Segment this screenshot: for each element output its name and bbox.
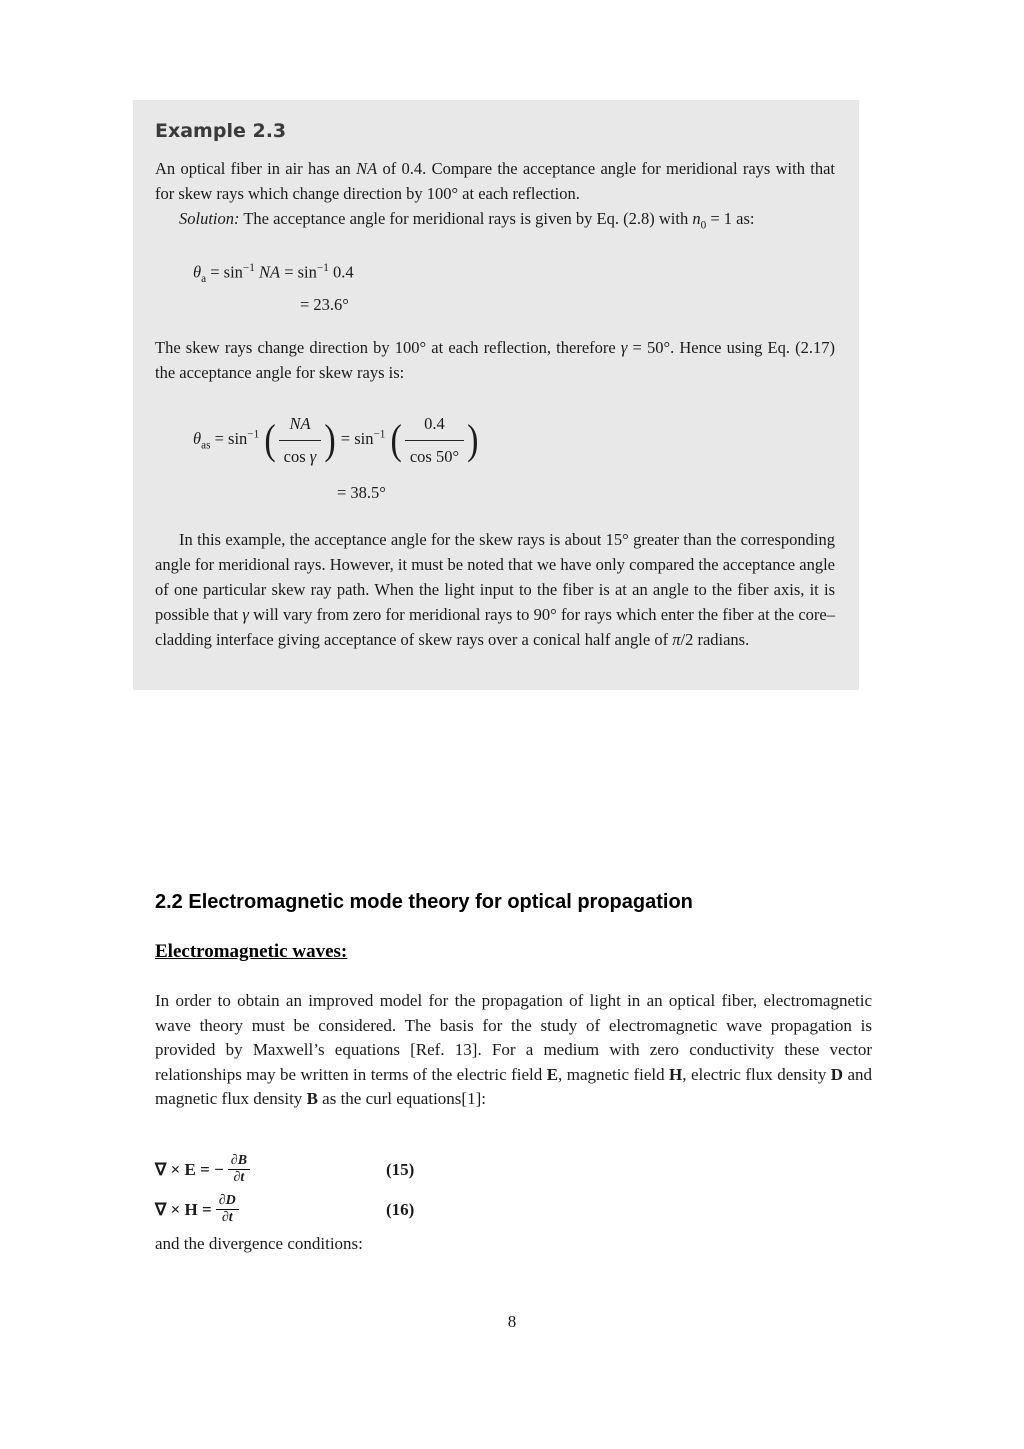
example-paragraph-4: In this example, the acceptance angle for the skew rays is about 15° greater than the corresponding angle for meridional rays. However, it must be noted that we have only compared the acceptance angle of one particular skew ray path. When the light input to the fiber is at an angle to the fiber axis, it is possible that γ will vary from zero for meridional rays to 90° for rays which enter the fiber at the core–cladding interface giving acceptance of skew rays over a conical half angle of π/2 radians. bbox=[155, 530, 835, 650]
page-number: 8 bbox=[507, 1312, 517, 1331]
curl-equations bbox=[155, 1150, 872, 1254]
body-paragraph: In order to obtain an improved model for the propagation of light in an optical fiber, electromagnetic wave theory must be considered. The basis for the study of electromagnetic wave propagation is provided by Maxwell’s equations [Ref. 13]. For a medium with zero conductivity these vector relationships may be written in terms of the electric field E, magnetic field H, electric flux density D and magnetic flux density B as the curl equations[1]: bbox=[155, 991, 873, 1108]
fraction-numerator: ∂D bbox=[216, 1193, 239, 1210]
fraction-na-over-cos-gamma bbox=[277, 409, 324, 472]
equation-15-lhs: ∇ × E = − bbox=[155, 1159, 224, 1179]
equation-meridional bbox=[193, 256, 835, 317]
example-paragraph-1: An optical fiber in air has an NA of 0.4. Compare the acceptance angle for meridional rays with that for skew rays which change direction by 100° at each reflection. bbox=[155, 159, 835, 203]
fraction-04-over-cos50 bbox=[403, 409, 466, 472]
equation-skew-line1 bbox=[193, 409, 835, 472]
equation-meridional-line1: $\theta_a = \sin^{-1}$ NA = $\sin^{-1} 0.4$ bbox=[193, 262, 354, 286]
equation-meridional-result: = 23.6° bbox=[300, 295, 349, 315]
equation-15 bbox=[155, 1150, 872, 1190]
fraction-dD-dt bbox=[214, 1193, 241, 1226]
fraction-denominator: ∂t bbox=[233, 1170, 245, 1185]
example-paragraph-3: The skew rays change direction by 100° at each reflection, therefore γ = 50°. Hence using Eq. (2.17) the acceptance angle for skew rays is: bbox=[155, 338, 835, 383]
equation-skew-result: = 38.5° bbox=[337, 483, 386, 503]
equation-skew bbox=[193, 409, 835, 505]
fraction-denominator: cos 50° bbox=[409, 447, 460, 467]
divergence-text: and the divergence conditions: bbox=[155, 1233, 363, 1253]
fraction-denominator: ∂t bbox=[221, 1210, 233, 1225]
equation-16-label: (16) bbox=[386, 1199, 415, 1219]
example-box bbox=[133, 100, 859, 690]
fraction-dB-dt bbox=[226, 1153, 252, 1186]
section-2-2 bbox=[155, 891, 872, 1254]
example-title: Example 2.3 bbox=[155, 120, 287, 142]
left-paren: ( bbox=[390, 416, 402, 464]
section-heading: 2.2 Electromagnetic mode theory for optical propagation bbox=[155, 891, 693, 913]
fraction-numerator: NA bbox=[279, 409, 322, 441]
equation-16 bbox=[155, 1190, 872, 1230]
fraction-numerator: ∂B bbox=[228, 1153, 250, 1170]
example-paragraph-solution: Solution: The acceptance angle for meridional rays is given by Eq. (2.8) with $n_0 = 1$ as: bbox=[179, 209, 755, 232]
equation-skew-lead: $\theta_{as} = \sin^{-1}$ bbox=[193, 428, 260, 452]
subsection-heading: Electromagnetic waves: bbox=[155, 941, 348, 962]
right-paren: ) bbox=[467, 416, 479, 464]
right-paren: ) bbox=[324, 416, 336, 464]
fraction-numerator: 0.4 bbox=[405, 409, 464, 441]
equation-16-lhs: ∇ × H = bbox=[155, 1199, 212, 1219]
equation-skew-mid: = $\sin^{-1}$ bbox=[336, 428, 386, 449]
fraction-denominator: cos γ bbox=[283, 447, 317, 467]
left-paren: ( bbox=[264, 416, 276, 464]
equation-15-label: (15) bbox=[386, 1159, 415, 1179]
